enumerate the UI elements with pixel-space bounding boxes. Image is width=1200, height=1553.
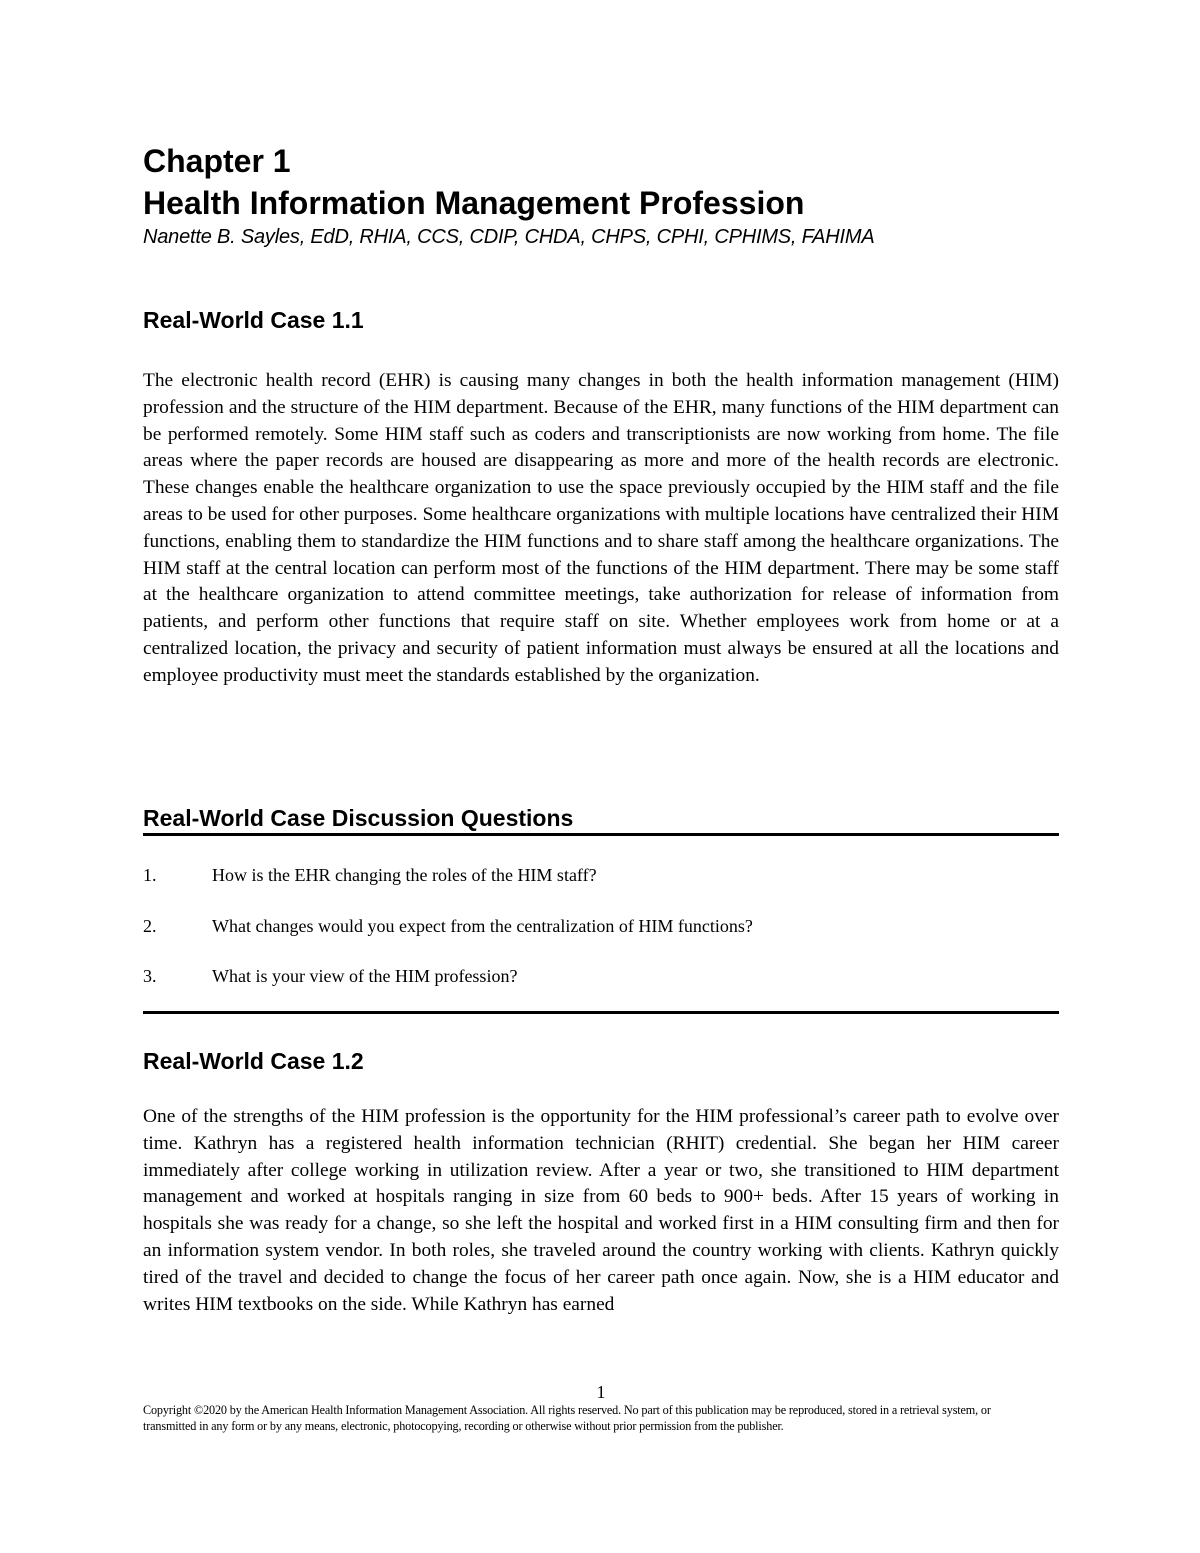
discussion-question-list (143, 863, 1059, 1015)
discussion-questions-heading: Real-World Case Discussion Questions (143, 805, 574, 831)
chapter-title: Health Information Management Profession (143, 185, 805, 221)
discussion-question (143, 914, 1059, 965)
copyright-notice: Copyright ©2020 by the American Health Information Management Association. All rights reserved. No part of this publication may be reproduced, stored in a retrieval system, or transmitted in any form or by any means, electronic, photocopying, recording or otherwise without prior permission from the publisher. (143, 1403, 991, 1433)
case-1-2-heading: Real-World Case 1.2 (143, 1048, 364, 1074)
page-number: 1 (596, 1382, 606, 1402)
question-number: 3. (143, 966, 157, 986)
question-number: 1. (143, 865, 157, 885)
discussion-question (143, 863, 1059, 914)
question-number: 2. (143, 915, 157, 936)
chapter-label: Chapter 1 (143, 143, 291, 179)
case-1-1-heading: Real-World Case 1.1 (143, 307, 364, 333)
case-1-1-body: The electronic health record (EHR) is causing many changes in both the health information management (HIM) profession and the structure of the HIM department. Because of the EHR, many functions of the HIM department can be performed remotely. Some HIM staff such as coders and transcriptionists are now working from home. The file areas where the paper records are housed are disappearing as more and more of the health records are electronic. These changes enable the healthcare organization to use the space previously occupied by the HIM staff and the file areas to be used for other purposes. Some healthcare organizations with multiple locations have centralized their HIM functions, enabling them to standardize the HIM functions and to share staff among the healthcare organizations. The HIM staff at the central location can perform most of the functions of the HIM department. There may be some staff at the healthcare organization to attend committee meetings, take authorization for release of information from patients, and perform other functions that require staff on site. Whether employees work from home or at a centralized location, the privacy and security of patient information must always be ensured at all the locations and employee productivity must meet the standards established by the organization. (143, 370, 1059, 686)
question-text: How is the EHR changing the roles of the HIM staff? (212, 865, 597, 885)
heading-underline-rule (143, 833, 1059, 836)
question-text: What changes would you expect from the centralization of HIM functions? (212, 915, 753, 936)
case-1-2-body: One of the strengths of the HIM profession is the opportunity for the HIM professional’s career path to evolve over time. Kathryn has a registered health information technician (RHIT) credential. She began her HIM career immediately after college working in utilization review. After a year or two, she transitioned to HIM department management and worked at hospitals ranging in size from 60 beds to 900+ beds. After 15 years of working in hospitals she was ready for a change, so she left the hospital and worked first in a HIM consulting firm and then for an information system vendor. In both roles, she traveled around the country working with clients. Kathryn quickly tired of the travel and decided to change the focus of her career path once again. Now, she is a HIM educator and writes HIM textbooks on the side. While Kathryn has earned (143, 1106, 1059, 1315)
discussion-question (143, 964, 1059, 1015)
author-credentials: Nanette B. Sayles, EdD, RHIA, CCS, CDIP, CHDA, CHPS, CPHI, CPHIMS, FAHIMA (143, 226, 875, 248)
section-end-rule (143, 1011, 1059, 1014)
question-text: What is your view of the HIM profession? (212, 966, 518, 986)
